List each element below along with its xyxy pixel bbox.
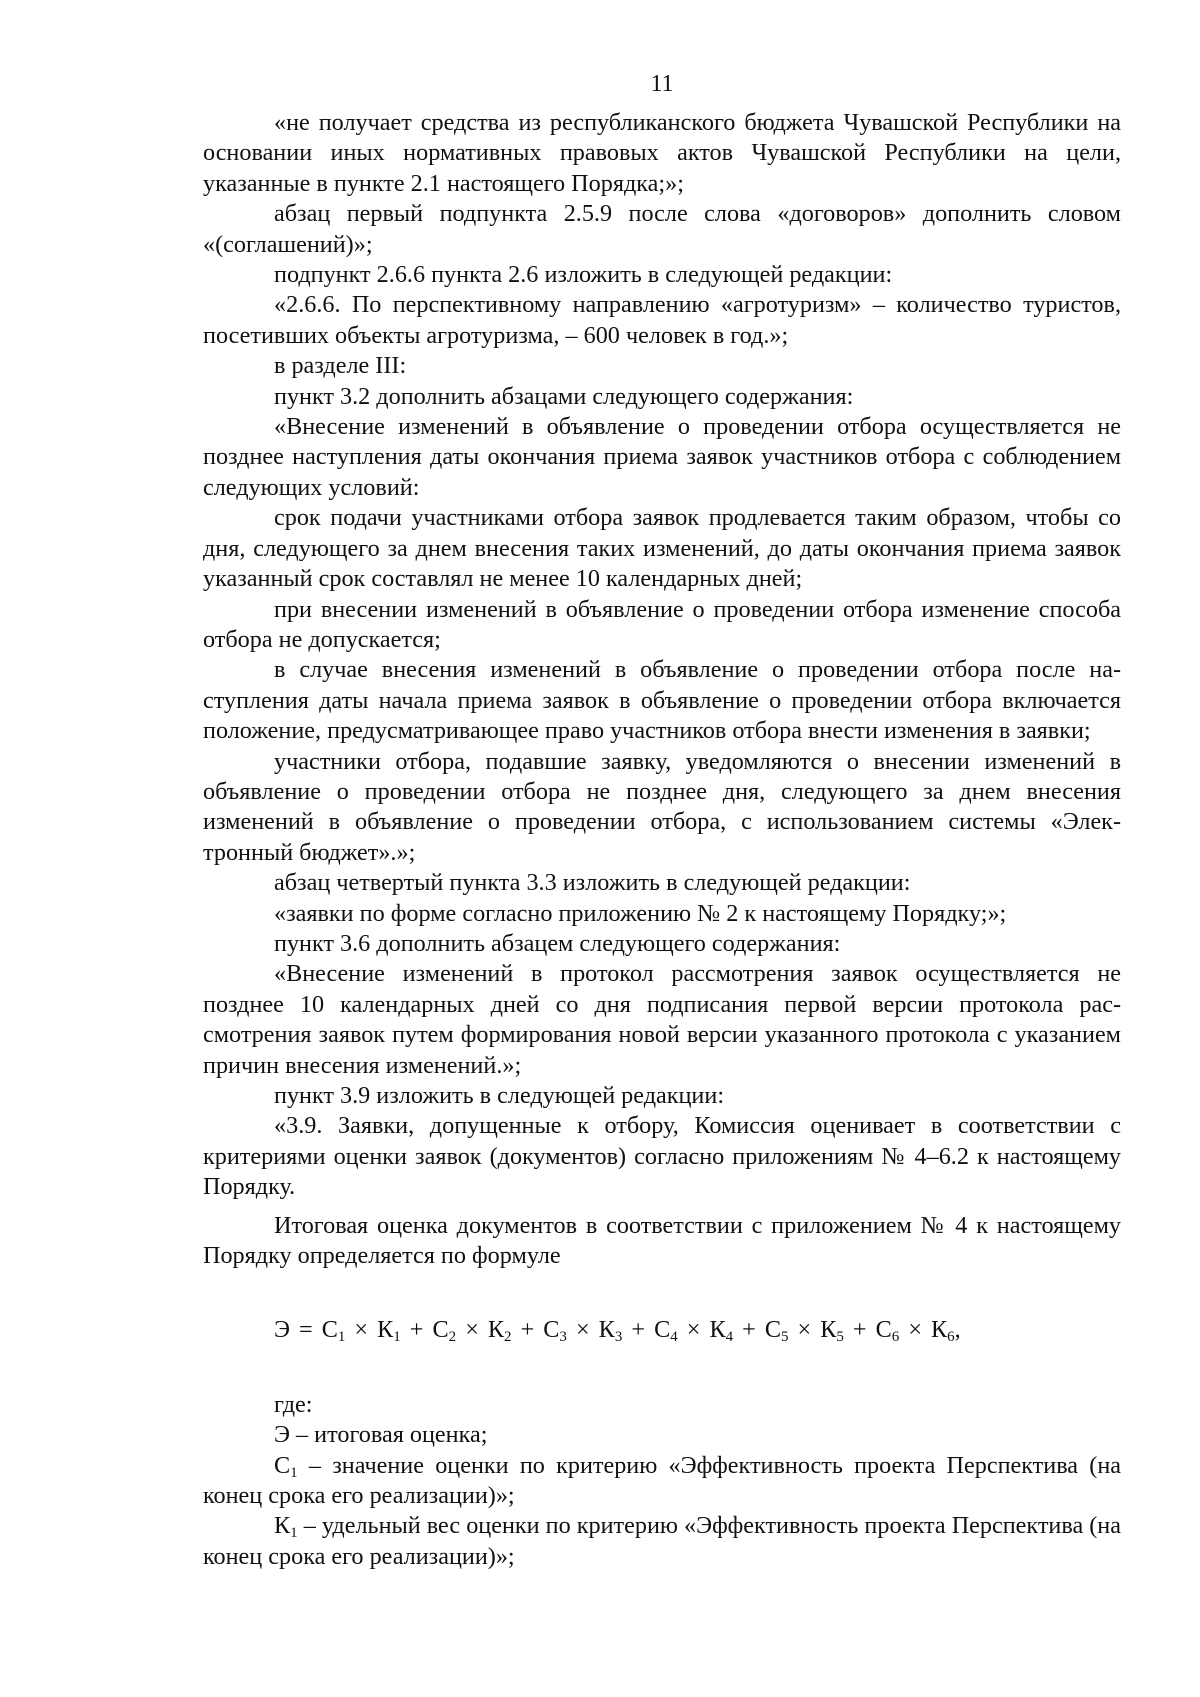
formula-times: × [354, 1316, 369, 1344]
paragraph: «2.6.6. По перспективному направлению «агротуризм» – количество туристов, посетивших объекты агротуризма, – 600 человек в год.»; [203, 291, 1121, 349]
paragraph: в случае внесения изменений в объявление о проведении отбора после наступления даты начала приема заявок в объявление о проведении отбора включается положение, предусматривающее право участников отбора внести изменения в заявки; [203, 656, 1121, 745]
formula-term-c5: $С_5$ [764, 1316, 789, 1346]
formula-term-c6: $С_6$ [875, 1316, 900, 1346]
formula-term-k4: $К_4$ [709, 1316, 734, 1346]
paragraph: абзац первый подпункта 2.5.9 после слова «договоров» дополнить словом «(соглашений)»; [203, 200, 1121, 258]
formula-times: × [575, 1316, 590, 1344]
paragraph: «не получает средства из республиканского бюджета Чувашской Республики на основании иных нормативных правовых актов Чувашской Республики на цели, указанные в пункте 2.1 настоящего Порядка;»; [203, 109, 1121, 197]
formula-term-c4: $С_4$ [654, 1316, 678, 1346]
paragraph: «3.9. Заявки, допущенные к отбору, Комиссия оценивает в соответствии с критериями оценки заявок (документов) согласно приложениям № 4–6.2 к настоящему Порядку. [203, 1112, 1121, 1201]
formula-tail: , [954, 1316, 961, 1344]
formula-term-k6: $К_6$ [931, 1316, 955, 1346]
definition-c1: $С_1$ – значение оценки по критерию «Эффективность проекта Перспектива (на конец срока его реализации)»; [203, 1451, 1121, 1510]
formula-definitions [203, 1390, 1121, 1572]
formula-equals: = [299, 1316, 313, 1344]
paragraph: срок подачи участниками отбора заявок продлевается таким образом, чтобы со дня, следующего за днем внесения таких изменений, до даты окончания приема заявок указанный срок составлял не менее 10 календарных дней; [203, 504, 1121, 593]
formula-times: × [797, 1316, 812, 1344]
paragraph: в разделе III: [274, 352, 407, 380]
formula-term-c3: $С_3$ [543, 1316, 567, 1346]
paragraph: пункт 3.9 изложить в следующей редакции: [274, 1082, 725, 1109]
paragraph: подпункт 2.6.6 пункта 2.6 изложить в следующей редакции: [274, 261, 893, 289]
body-text [203, 108, 1121, 1271]
formula-term-k3: $К_3$ [598, 1316, 623, 1346]
paragraph: при внесении изменений в объявление о проведении отбора изменение способа отбора не допускается; [203, 595, 1121, 653]
paragraph: «Внесение изменений в протокол рассмотрения заявок осуществляется не позднее 10 календарных дней со дня подписания первой версии протокола рассмотрения заявок путем формирования новой версии указанного протокола с указанием причин внесения изменений.»; [203, 960, 1121, 1079]
formula-term-c2: $С_2$ [432, 1316, 457, 1346]
definition-e: Э – итоговая оценка; [274, 1421, 488, 1449]
score-formula [274, 1315, 1121, 1345]
formula-term-k1: $К_1$ [377, 1316, 401, 1346]
paragraph: абзац четвертый пункта 3.3 изложить в следующей редакции: [274, 869, 911, 897]
paragraph: участники отбора, подавшие заявку, уведомляются о внесении изменений в объявление о проведении отбора не позднее дня, следующего за днем внесения изменений в объявление о проведении отбора, с использованием системы «Электронный бюджет».»; [203, 747, 1121, 866]
paragraph: «Внесение изменений в объявление о проведении отбора осуществляется не позднее наступления даты окончания приема заявок участников отбора с соблюдением следующих условий: [203, 413, 1121, 501]
paragraph: «заявки по форме согласно приложению № 2 к настоящему Порядку;»; [274, 899, 1007, 927]
formula-plus: + [631, 1316, 646, 1344]
formula-term-k2: $К_2$ [487, 1316, 512, 1346]
formula-plus: + [409, 1316, 424, 1344]
paragraph: пункт 3.6 дополнить абзацем следующего содержания: [274, 929, 841, 957]
where-label: где: [274, 1390, 313, 1418]
paragraph-formula-intro: Итоговая оценка документов в соответствии с приложением № 4 к настоящему Порядку определяется по формуле [203, 1211, 1121, 1270]
definition-k1: $К_1$ – удельный вес оценки по критерию «Эффективность проекта Перспектива (на конец срока его реализации)»; [203, 1512, 1121, 1570]
formula-term-k5: $К_5$ [820, 1316, 844, 1346]
formula-times: × [686, 1316, 701, 1344]
formula-lhs: Э [274, 1316, 290, 1344]
page-number: 11 [650, 71, 674, 97]
formula-term-c1: $С_1$ [321, 1316, 346, 1346]
formula-times: × [908, 1316, 922, 1344]
formula-plus: + [852, 1316, 867, 1344]
formula-plus: + [520, 1316, 535, 1344]
formula-times: × [465, 1316, 479, 1344]
document-page [203, 68, 1121, 1572]
formula-plus: + [742, 1316, 756, 1344]
paragraph: пункт 3.2 дополнить абзацами следующего содержания: [274, 382, 854, 410]
